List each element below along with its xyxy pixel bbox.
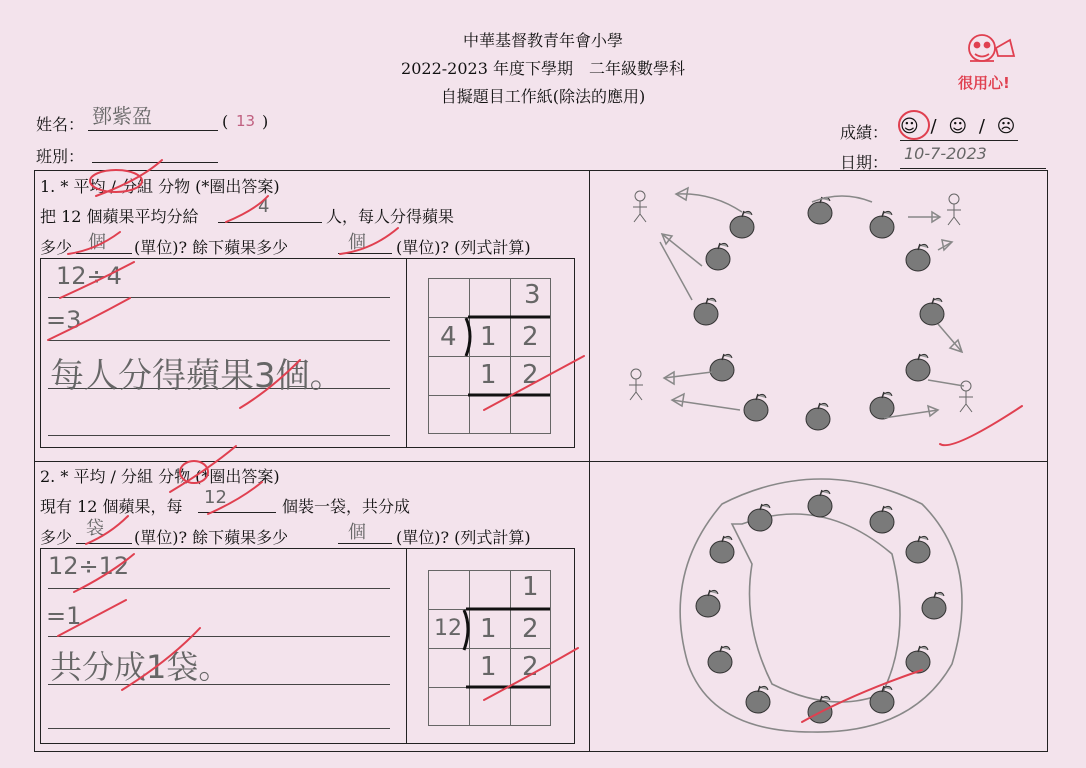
class-label: 班別：	[36, 147, 85, 166]
q1-product-tens: 1	[480, 360, 497, 390]
grade-sad-icon: ☹	[996, 116, 1016, 137]
q2-work-answer: 共分成1袋。	[50, 648, 231, 686]
q1-apple-drawing	[592, 172, 1046, 460]
q1-product-ones: 2	[522, 360, 539, 390]
worksheet-page: 中華基督教青年會小學 2022-2023 年度下學期 二年級數學科 自擬題目工作紙(除法的應用) 很用心! 姓名： 鄧紫盈 ( 13 ) 班別： 成績： ☺ / ☺ / ☹ 日期： 10-7-2023 1. * 平均 / 分組 分物 (*圈出答案) 把 12 個蘋果平均分給 4 人，每人分得蘋果 多少 個 (單位)? 餘下蘋果多少 個 (單位)? (列式計算) 12÷4 =3 每人分得蘋果3個。 3 4 1 2 1 2 2. * 平均 / 分組 分物 (*圈出答案) 現有 12 個蘋果，每 12 個裝一袋，共分成 多少 袋 (單位)? 餘下蘋果多少 個 (單位)? (列式計算) 12÷12 =1 共分成1袋。 1 12 1 2 1 2	[0, 0, 1086, 768]
q2-product-tens: 1	[480, 652, 497, 682]
q1-fill-people: 4	[258, 196, 270, 217]
q2-fill-unit1: 袋	[86, 518, 104, 539]
stamp-text: 很用心!	[958, 74, 1010, 92]
q2-fill-unit2: 個	[348, 522, 366, 543]
q1-quotient: 3	[524, 280, 541, 310]
q2-text-c: 多少	[40, 528, 73, 547]
q1-text-d: (單位)? 餘下蘋果多少	[134, 238, 289, 257]
q2-fill-per-bag: 12	[204, 487, 227, 508]
date-label: 日期：	[840, 153, 889, 172]
q1-text-c: 多少	[40, 238, 73, 257]
q2-divisor: 12	[434, 616, 462, 641]
grade-faces: ☺ / ☺ / ☹	[900, 116, 1016, 137]
praise-stamp	[952, 26, 1032, 94]
q1-work-line2: =3	[46, 306, 82, 334]
q2-text-a: 現有 12 個蘋果，每	[40, 497, 183, 516]
q1-divisor: 4	[440, 322, 457, 352]
q1-work-answer: 每人分得蘋果3個。	[50, 356, 344, 396]
worksheet-title: 自擬題目工作紙(除法的應用)	[440, 87, 646, 106]
q1-text-b: 人，每人分得蘋果	[326, 207, 455, 226]
q2-product-ones: 2	[522, 652, 539, 682]
q2-work-line1: 12÷12	[48, 552, 130, 580]
q1-dividend-tens: 1	[480, 322, 497, 352]
q1-text-a: 把 12 個蘋果平均分給	[40, 207, 199, 226]
term-title: 2022-2023 年度下學期 二年級數學科	[401, 59, 685, 78]
q2-text-d: (單位)? 餘下蘋果多少	[134, 528, 289, 547]
apple-icon	[696, 490, 946, 723]
q1-work-line1: 12÷4	[56, 262, 122, 290]
class-number: 13	[236, 112, 256, 130]
q2-instruction: 2. * 平均 / 分組 分物 (*圈出答案)	[40, 467, 280, 486]
q2-dividend-ones: 2	[522, 614, 539, 644]
grade-label: 成績：	[840, 123, 889, 142]
q2-work-line2: =1	[46, 602, 82, 630]
q1-instruction: 1. * 平均 / 分組 分物 (*圈出答案)	[40, 177, 280, 196]
q1-dividend-ones: 2	[522, 322, 539, 352]
q1-fill-unit2: 個	[348, 232, 366, 253]
school-name: 中華基督教青年會小學	[462, 31, 623, 50]
q1-text-e: (單位)? (列式計算)	[396, 238, 531, 257]
q2-text-e: (單位)? (列式計算)	[396, 528, 531, 547]
q2-apple-drawing	[592, 464, 1046, 750]
q2-quotient: 1	[522, 572, 539, 602]
date-value: 10-7-2023	[904, 144, 987, 163]
q1-division-bracket	[428, 278, 558, 438]
name-label: 姓名：	[36, 115, 85, 134]
grade-neutral-icon: ☺	[948, 116, 968, 137]
q2-division-bracket	[428, 570, 558, 730]
q1-fill-unit1: 個	[88, 232, 106, 253]
q2-text-b: 個裝一袋，共分成	[282, 497, 411, 516]
apple-icon	[694, 197, 944, 430]
name-value: 鄧紫盈	[92, 104, 152, 128]
q2-dividend-tens: 1	[480, 614, 497, 644]
grade-smile-icon: ☺	[900, 116, 919, 137]
